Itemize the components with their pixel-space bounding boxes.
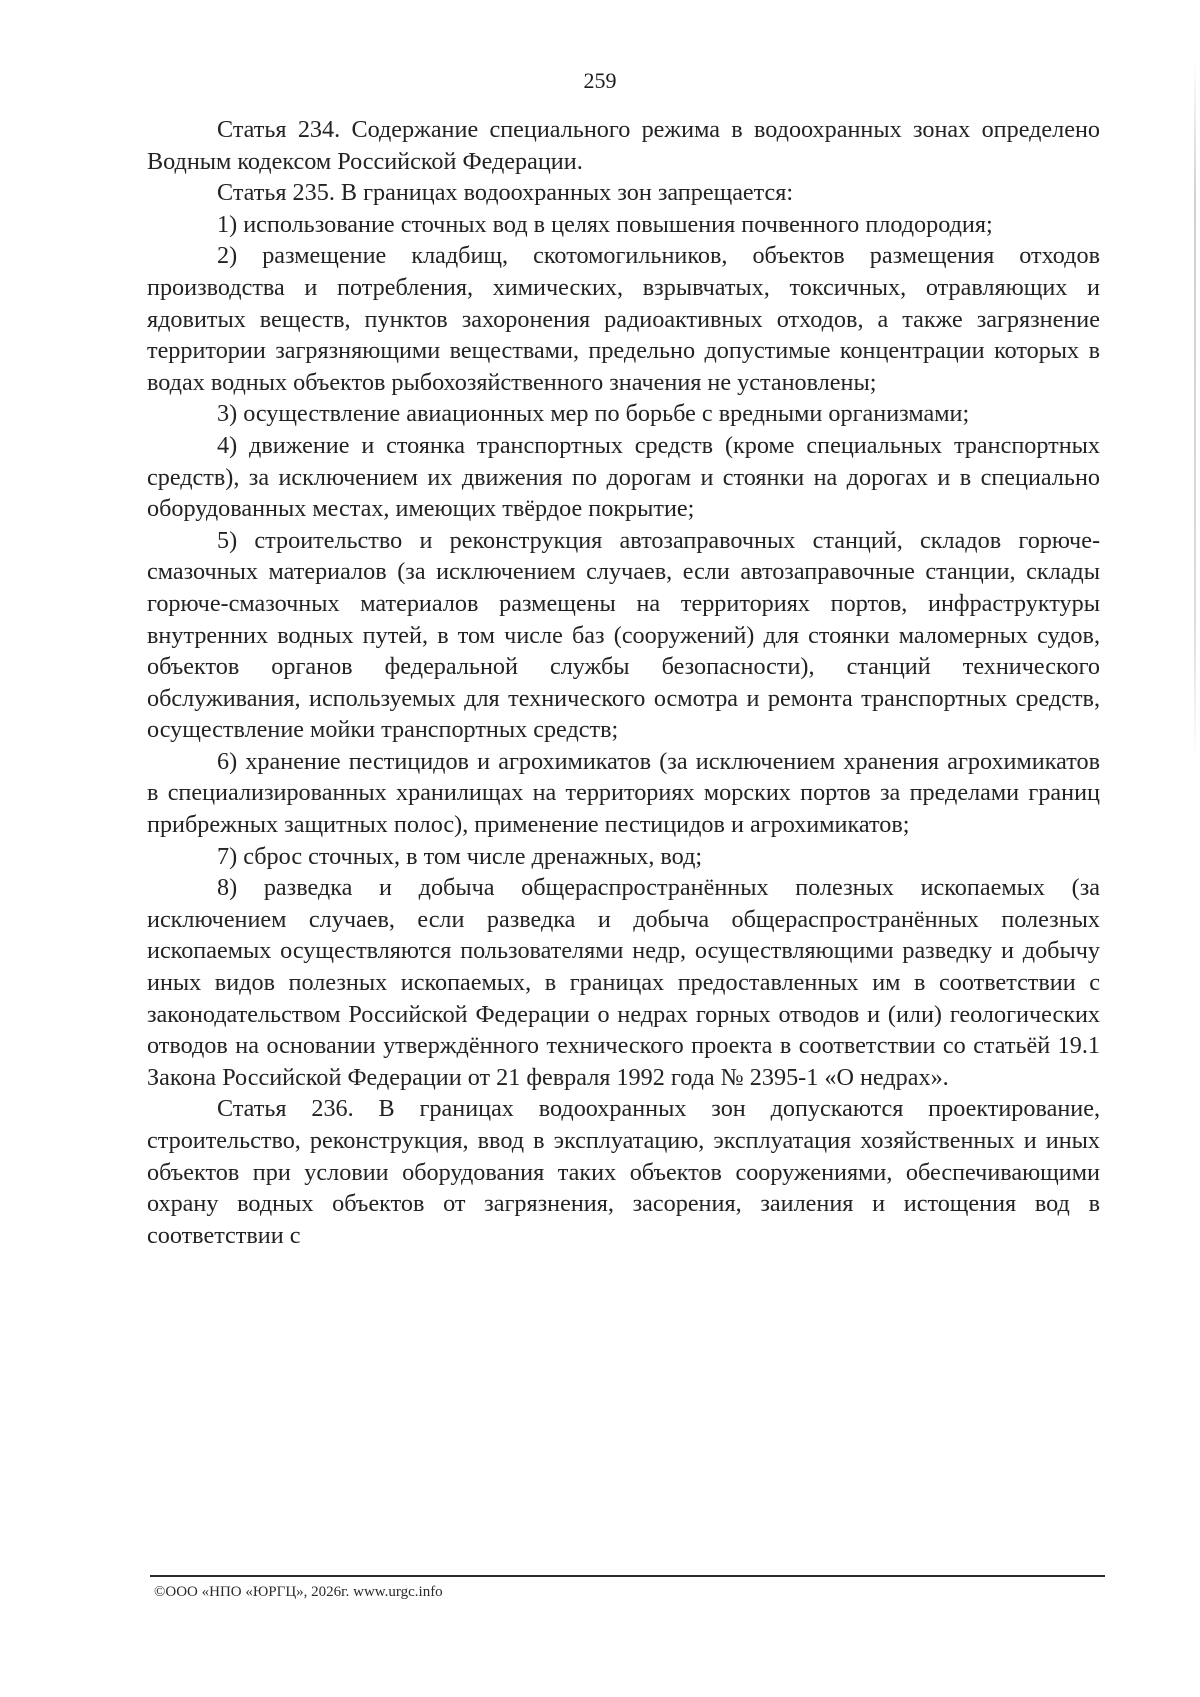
list-item-5: 5) строительство и реконструкция автозаправочных станций, складов горюче-смазочных материалов (за исключением случаев, если автозаправочные станции, склады горюче-смазочных материалов размещены на территориях портов, инфраструктуры внутренних водных путей, в том числе баз (сооружений) для стоянки маломерных судов, объектов органов федеральной службы безопасности), станций технического обслуживания, используемых для технического осмотра и ремонта транспортных средств, осуществление мойки транспортных средств;: [147, 526, 1100, 744]
article-236-paragraph: Статья 236. В границах водоохранных зон допускаются проектирование, строительство, реконструкция, ввод в эксплуатацию, эксплуатация хозяйственных и иных объектов при условии оборудования таких объектов сооружениями, обеспечивающими охрану водных объектов от загрязнения, засорения, заиления и истощения вод в соответствии с: [147, 1095, 1100, 1249]
scan-edge-shadow: [1194, 60, 1196, 760]
article-235-heading: Статья 235. В границах водоохранных зон запрещается:: [217, 179, 794, 207]
article-234-paragraph: Статья 234. Содержание специального режима в водоохранных зонах определено Водным кодексом Российской Федерации.: [147, 116, 1100, 175]
list-item-1: 1) использование сточных вод в целях повышения почвенного плодородия;: [217, 210, 993, 238]
document-body: [147, 114, 1100, 1251]
footer-copyright: ©ООО «НПО «ЮРГЦ», 2026г. www.urgc.info: [154, 1584, 443, 1600]
list-item-3: 3) осуществление авиационных мер по борьбе с вредными организмами;: [217, 400, 970, 428]
page-number: 259: [583, 68, 617, 93]
footer-divider: [150, 1575, 1105, 1577]
list-item-2: 2) размещение кладбищ, скотомогильников, объектов размещения отходов производства и потребления, химических, взрывчатых, токсичных, отравляющих и ядовитых веществ, пунктов захоронения радиоактивных отходов, а также загрязнение территории загрязняющими веществами, предельно допустимые концентрации которых в водах водных объектов рыбохозяйственного значения не установлены;: [147, 242, 1100, 396]
list-item-7: 7) сброс сточных, в том числе дренажных, вод;: [217, 842, 703, 870]
list-item-6: 6) хранение пестицидов и агрохимикатов (за исключением хранения агрохимикатов в специализированных хранилищах на территориях морских портов за пределами границ прибрежных защитных полос), применение пестицидов и агрохимикатов;: [147, 747, 1100, 839]
list-item-4: 4) движение и стоянка транспортных средств (кроме специальных транспортных средств), за исключением их движения по дорогам и стоянки на дорогах и в специально оборудованных местах, имеющих твёрдое покрытие;: [147, 431, 1100, 523]
list-item-8: 8) разведка и добыча общераспространённых полезных ископаемых (за исключением случаев, если разведка и добыча общераспространённых полезных ископаемых осуществляются пользователями недр, осуществляющими разведку и добычу иных видов полезных ископаемых, в границах предоставленных им в соответствии с законодательством Российской Федерации о недрах горных отводов и (или) геологических отводов на основании утверждённого технического проекта в соответствии со статьёй 19.1 Закона Российской Федерации от 21 февраля 1992 года № 2395-1 «О недрах».: [147, 874, 1100, 1091]
